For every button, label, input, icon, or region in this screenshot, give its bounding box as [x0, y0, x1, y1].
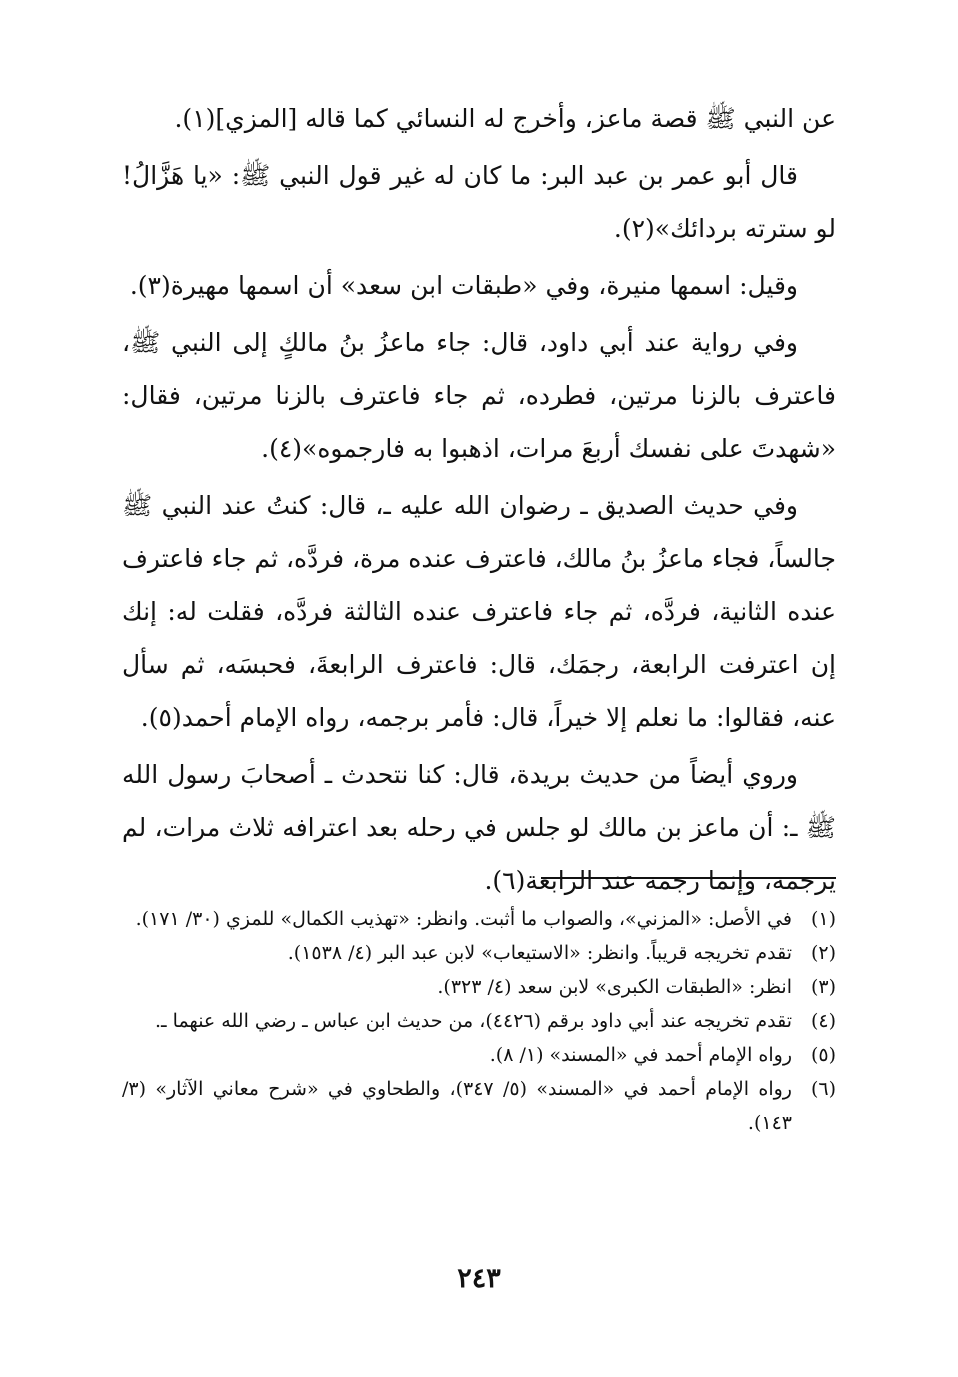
footnote	[122, 1072, 836, 1140]
paragraph: عن النبي ﷺ قصة ماعز، وأخرج له النسائي كما قاله [المزي](١).	[174, 104, 836, 133]
footnote-text: رواه الإمام أحمد في «المسند» (٥/ ٣٤٧)، والطحاوي في «شرح معاني الآثار» (٣/ ١٤٣).	[122, 1078, 792, 1134]
footnote	[122, 1004, 836, 1038]
footnote-number: (٥)	[810, 1044, 836, 1066]
paragraph: قال أبو عمر بن عبد البر: ما كان له غير قول النبي ﷺ: «يا هَزَّالُ! لو سترته بردائك»(٢).	[122, 161, 836, 243]
footnote-text: في الأصل: «المزني»، والصواب ما أثبت. وانظر: «تهذيب الكمال» للمزي (٣٠/ ١٧١).	[135, 908, 792, 930]
footnote-number: (٢)	[810, 942, 836, 964]
footnote-text: انظر: «الطبقات الكبرى» لابن سعد (٤/ ٣٢٣).	[437, 976, 792, 998]
footnote-number: (١)	[810, 908, 836, 930]
paragraph: وقيل: اسمها منيرة، وفي «طبقات ابن سعد» أن اسمها مهيرة(٣).	[129, 271, 798, 300]
footnote-text: رواه الإمام أحمد في «المسند» (١/ ٨).	[489, 1044, 792, 1066]
footnote-separator	[541, 877, 836, 879]
footnote	[122, 902, 836, 936]
paragraph: وروي أيضاً من حديث بريدة، قال: كنا نتحدث ـ أصحابَ رسول الله ﷺ ـ: أن ماعز بن مالك لو جلس في رحله بعد اعترافه ثلاث مرات، لم يرجمه، وإنما رجمه عند الرابعة(٦).	[122, 760, 836, 895]
footnote-number: (٤)	[810, 1010, 836, 1032]
footnote	[122, 936, 836, 970]
paragraph: وفي رواية عند أبي داود، قال: جاء ماعزُ بنُ مالكٍ إلى النبي ﷺ، فاعترف بالزنا مرتين، فطرده، ثم جاء فاعترف بالزنا مرتين، فقال: «شهدتَ على نفسك أربعَ مرات، اذهبوا به فارجموه»(٤).	[122, 328, 836, 463]
footnote-text: تقدم تخريجه قريباً. وانظر: «الاستيعاب» لابن عبد البر (٤/ ١٥٣٨).	[287, 942, 792, 964]
footnote-text: تقدم تخريجه عند أبي داود برقم (٤٤٢٦)، من حديث ابن عباس ـ رضي الله عنهما ـ.	[155, 1010, 792, 1032]
footnote	[122, 970, 836, 1004]
footnotes	[122, 902, 836, 1140]
paragraph: وفي حديث الصديق ـ رضوان الله عليه ـ، قال: كنتُ عند النبي ﷺ جالساً، فجاء ماعزُ بنُ مالك، فاعترف عنده مرة، فردَّه، ثم جاء فاعترف عنده الثانية، فردَّه، ثم جاء فاعترف عنده الثالثة فردَّه، فقلت له: إنك إن اعترفت الرابعة، رجمَك، قال: فاعترف الرابعةَ، فحبسَه، ثم سأل عنه، فقالوا: ما نعلم إلا خيراً، قال: فأمر برجمه، رواه الإمام أحمد(٥).	[121, 491, 836, 732]
footnote-number: (٣)	[810, 976, 836, 998]
page-number: ٢٤٣	[457, 1263, 501, 1294]
footnote-number: (٦)	[810, 1078, 836, 1100]
main-text	[122, 92, 836, 911]
footnote	[122, 1038, 836, 1072]
